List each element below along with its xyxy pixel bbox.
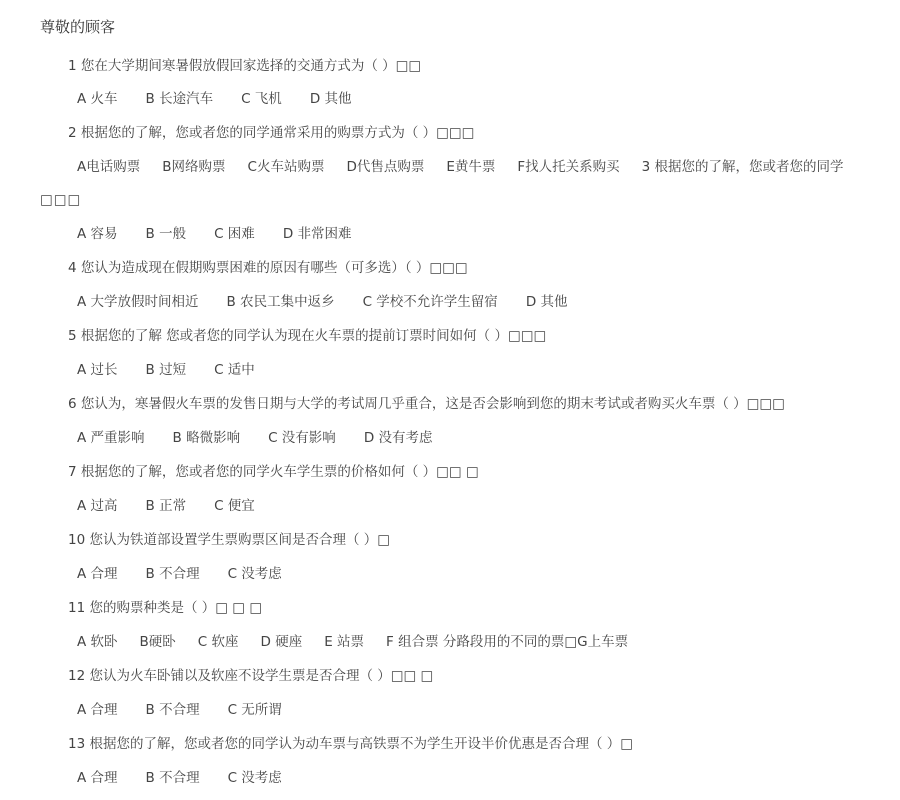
option: A 合理	[77, 702, 118, 718]
option: C 无所谓	[227, 702, 282, 718]
option: A 容易	[77, 226, 118, 242]
options-12	[77, 700, 282, 720]
question-12: 12 您认为火车卧铺以及软座不设学生票是否合理（ ）□□ □	[68, 668, 434, 684]
question-4: 4 您认为造成现在假期购票困难的原因有哪些（可多选）（ ）□□□	[68, 260, 468, 276]
options-5	[77, 360, 255, 380]
question-2: 2 根据您的了解，您或者您的同学通常采用的购票方式为（ ）□□□	[68, 125, 475, 141]
option: A 过高	[77, 498, 118, 514]
option: C 没考虑	[227, 566, 282, 582]
question-3-tail: □□□	[40, 192, 82, 208]
question-10: 10 您认为铁道部设置学生票购票区间是否合理（ ）□	[68, 532, 391, 548]
options-4	[77, 292, 568, 312]
option: C 困难	[214, 226, 255, 242]
option: B硬卧	[139, 634, 176, 650]
option: B 长途汽车	[145, 91, 214, 107]
question-7: 7 根据您的了解，您或者您的同学火车学生票的价格如何（ ）□□ □	[68, 464, 479, 480]
options-6	[77, 428, 433, 448]
option: A电话购票	[77, 159, 141, 175]
question-1: 1 您在大学期间寒暑假放假回家选择的交通方式为（ ）□□	[68, 58, 422, 74]
option: F找人托关系购买	[517, 159, 620, 175]
option: B 不合理	[145, 566, 200, 582]
option: D 没有考虑	[363, 430, 433, 446]
option: B 农民工集中返乡	[226, 294, 335, 310]
options-7	[77, 496, 255, 516]
options-13	[77, 768, 282, 788]
option: B 不合理	[145, 770, 200, 786]
option: F 组合票 分路段用的不同的票□G上车票	[386, 634, 629, 650]
option: A 过长	[77, 362, 118, 378]
options-11	[77, 632, 628, 652]
option: B网络购票	[162, 159, 226, 175]
option: C火车站购票	[247, 159, 325, 175]
option: D代售点购票	[346, 159, 425, 175]
question-3-start: 3 根据您的了解，您或者您的同学	[641, 159, 844, 175]
option: C 没考虑	[227, 770, 282, 786]
options-2	[77, 157, 844, 177]
option: C 飞机	[241, 91, 282, 107]
question-6: 6 您认为，寒暑假火车票的发售日期与大学的考试周几乎重合，这是否会影响到您的期末考试或者购买火车票（ ）□□□	[68, 396, 785, 412]
option: C 学校不允许学生留宿	[362, 294, 498, 310]
option: B 正常	[145, 498, 187, 514]
option: A 大学放假时间相近	[77, 294, 199, 310]
option: C 便宜	[214, 498, 255, 514]
option: D 其他	[525, 294, 568, 310]
option: A 火车	[77, 91, 118, 107]
option: D 硬座	[260, 634, 303, 650]
option: C 没有影响	[268, 430, 336, 446]
page-title: 尊敬的顾客	[40, 18, 116, 36]
option: A 软卧	[77, 634, 118, 650]
option: A 合理	[77, 566, 118, 582]
question-13: 13 根据您的了解，您或者您的同学认为动车票与高铁票不为学生开设半价优惠是否合理（ ）□	[68, 736, 634, 752]
option: D 其他	[309, 91, 352, 107]
option: E 站票	[324, 634, 365, 650]
question-11: 11 您的购票种类是（ ）□ □ □	[68, 600, 263, 616]
option: B 不合理	[145, 702, 200, 718]
option: B 过短	[145, 362, 187, 378]
option: D 非常困难	[282, 226, 352, 242]
option: A 合理	[77, 770, 118, 786]
option: A 严重影响	[77, 430, 145, 446]
options-1	[77, 89, 352, 109]
option: E黄牛票	[446, 159, 496, 175]
options-3	[77, 224, 352, 244]
options-10	[77, 564, 282, 584]
option: C 适中	[214, 362, 255, 378]
option: B 略微影响	[172, 430, 241, 446]
question-5: 5 根据您的了解 您或者您的同学认为现在火车票的提前订票时间如何（ ）□□□	[68, 328, 547, 344]
option: B 一般	[145, 226, 187, 242]
option: C 软座	[197, 634, 239, 650]
